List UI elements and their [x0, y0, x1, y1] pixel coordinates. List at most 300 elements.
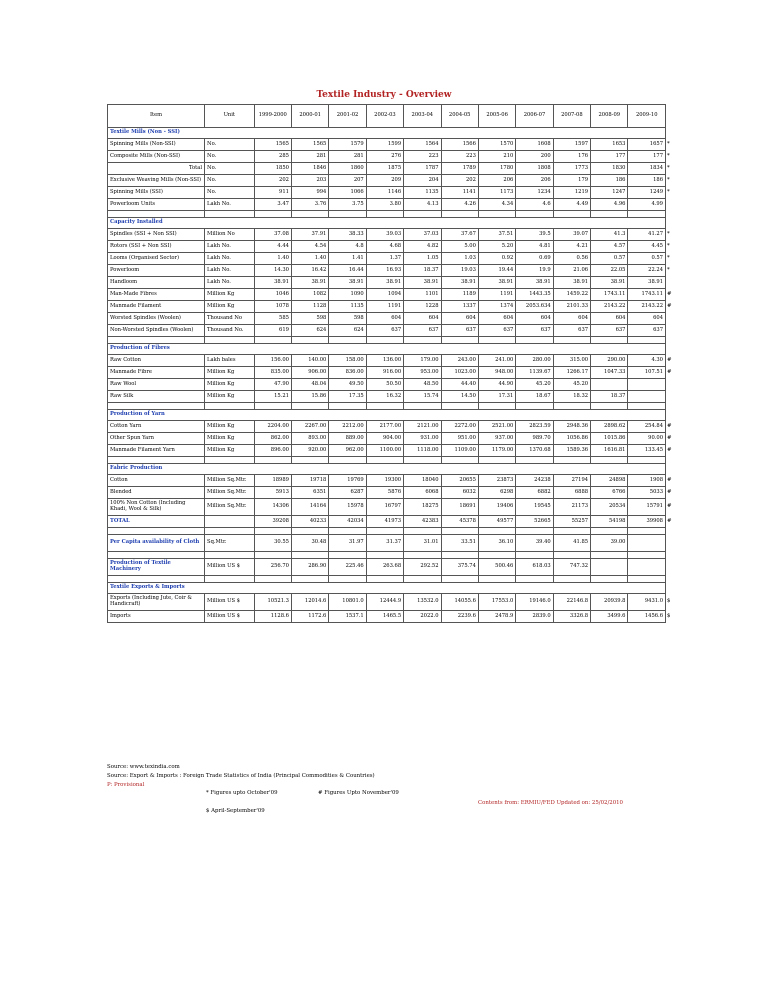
value-cell: 1090 [329, 289, 366, 301]
value-cell: 10521.3 [254, 594, 291, 611]
value-cell: 37.51 [478, 229, 515, 241]
value-cell: 598 [291, 313, 328, 325]
header-cell: 2006-07 [516, 105, 553, 128]
row-item: Spinning Mills (Non-SSI) [108, 139, 205, 151]
section-header-row [108, 464, 666, 475]
value-cell: 4.68 [366, 241, 403, 253]
value-cell: 38.91 [291, 277, 328, 289]
value-cell: 6888 [553, 487, 590, 499]
footnote-april-september: $ April-September'09 [206, 808, 265, 814]
value-cell: 140.00 [291, 355, 328, 367]
contents-updated-note: Contents from: ERMIU/FED Updated on: 25/02/2010 [478, 800, 623, 806]
row-item: Composite Mills (Non-SSI) [108, 151, 205, 163]
section-header-row [108, 583, 666, 594]
table-row [108, 301, 666, 313]
row-item: Exclusive Weaving Mills (Non-SSI) [108, 175, 205, 187]
table-row [108, 139, 666, 151]
value-cell: 1191 [366, 301, 403, 313]
value-cell: 931.00 [404, 433, 441, 445]
table-row [108, 391, 666, 403]
value-cell: 15.74 [404, 391, 441, 403]
value-cell: 14.50 [441, 391, 478, 403]
footnote-mark: # [667, 446, 672, 453]
value-cell: 1570 [478, 139, 515, 151]
value-cell: 19406 [478, 499, 515, 516]
value-cell: 1191 [478, 289, 515, 301]
table-row [108, 289, 666, 301]
value-cell: 1589.36 [553, 445, 590, 457]
value-cell: 1743.11 [628, 289, 666, 301]
spacer-row [108, 576, 666, 583]
value-cell: 4.99 [628, 199, 666, 211]
row-item: Other Spun Yarn [108, 433, 205, 445]
value-cell: 19.03 [441, 265, 478, 277]
value-cell: 55257 [553, 516, 590, 528]
value-cell: 2022.0 [404, 611, 441, 623]
value-cell: 37.08 [254, 229, 291, 241]
row-unit: Million Kg [205, 445, 255, 457]
value-cell: 19.44 [478, 265, 515, 277]
value-cell: 1846 [291, 163, 328, 175]
value-cell: 1219 [553, 187, 590, 199]
value-cell: 12444.9 [366, 594, 403, 611]
row-unit: Million Kg [205, 301, 255, 313]
value-cell: 42383 [404, 516, 441, 528]
value-cell [591, 559, 628, 576]
value-cell: 19718 [291, 475, 328, 487]
value-cell: 989.70 [516, 433, 553, 445]
value-cell: 1566 [441, 139, 478, 151]
row-item: Raw Silk [108, 391, 205, 403]
value-cell: 19146.0 [516, 594, 553, 611]
row-unit: No. [205, 139, 255, 151]
value-cell: 14164 [291, 499, 328, 516]
value-cell: 41.3 [591, 229, 628, 241]
value-cell: 16.42 [291, 265, 328, 277]
row-item: Manmade Filament Yarn [108, 445, 205, 457]
section-label: Production of Fibres [108, 344, 666, 355]
value-cell: 9431.0 [628, 594, 666, 611]
value-cell: 19545 [516, 499, 553, 516]
table-row [108, 313, 666, 325]
value-cell: 3.80 [366, 199, 403, 211]
row-unit: Million Sq.Mtr. [205, 487, 255, 499]
row-unit: Million Kg [205, 289, 255, 301]
value-cell: 133.45 [628, 445, 666, 457]
value-cell: 1773 [553, 163, 590, 175]
value-cell: 39208 [254, 516, 291, 528]
value-cell: 1459.22 [553, 289, 590, 301]
row-item: Spinning Mills (SSI) [108, 187, 205, 199]
header-cell: 2001-02 [329, 105, 366, 128]
value-cell: 1047.33 [591, 367, 628, 379]
value-cell: 37.91 [291, 229, 328, 241]
value-cell: 618.03 [516, 559, 553, 576]
value-cell: 12014.6 [291, 594, 328, 611]
value-cell: 889.00 [329, 433, 366, 445]
value-cell: 1599 [366, 139, 403, 151]
value-cell: 1374 [478, 301, 515, 313]
value-cell: 48.50 [404, 379, 441, 391]
value-cell: 1118.00 [404, 445, 441, 457]
value-cell: 39.03 [366, 229, 403, 241]
value-cell: 1657 [628, 139, 666, 151]
section-header-row [108, 344, 666, 355]
value-cell: 17.31 [478, 391, 515, 403]
value-cell: 1787 [404, 163, 441, 175]
value-cell: 186 [591, 175, 628, 187]
value-cell: 6287 [329, 487, 366, 499]
row-unit: No. [205, 175, 255, 187]
value-cell: 3.76 [291, 199, 328, 211]
row-unit: Thousand No [205, 313, 255, 325]
row-unit: Million Sq.Mtr. [205, 499, 255, 516]
row-item: 100% Non Cotton (Including Khadi, Wool & Silk) [108, 499, 205, 516]
value-cell: 1135 [404, 187, 441, 199]
row-item: Imports [108, 611, 205, 623]
table-row [108, 355, 666, 367]
row-item: Manmade Fibre [108, 367, 205, 379]
value-cell: 2121.00 [404, 421, 441, 433]
value-cell: 38.91 [628, 277, 666, 289]
value-cell: 1564 [404, 139, 441, 151]
footnote-mark: # [667, 517, 672, 524]
table-row [108, 379, 666, 391]
value-cell: 1249 [628, 187, 666, 199]
header-cell: 2002-03 [366, 105, 403, 128]
value-cell: 14055.6 [441, 594, 478, 611]
table-row [108, 433, 666, 445]
value-cell: 21.06 [553, 265, 590, 277]
value-cell: 2898.62 [591, 421, 628, 433]
source-note-trade: Source: Export & Imports : Foreign Trade Statistics of India (Principal Commodities & Countries) [107, 773, 375, 779]
value-cell: 5.20 [478, 241, 515, 253]
value-cell: 39908 [628, 516, 666, 528]
value-cell: 1.41 [329, 253, 366, 265]
value-cell: 22146.8 [553, 594, 590, 611]
value-cell: 19.9 [516, 265, 553, 277]
header-cell: 2004-05 [441, 105, 478, 128]
footnote-mark: # [667, 368, 672, 375]
row-item: Man-Made Fibres [108, 289, 205, 301]
value-cell: 23873 [478, 475, 515, 487]
value-cell: 18989 [254, 475, 291, 487]
row-item: Per Capita availability of Cloth [108, 535, 205, 552]
value-cell: 948.00 [478, 367, 515, 379]
value-cell: 41.85 [553, 535, 590, 552]
source-note: Source: www.texindia.com [107, 764, 180, 770]
value-cell: 207 [329, 175, 366, 187]
value-cell: 50.50 [366, 379, 403, 391]
row-unit: Thousand No. [205, 325, 255, 337]
header-cell: 2009-10 [628, 105, 666, 128]
row-unit: Million No [205, 229, 255, 241]
value-cell: 637 [591, 325, 628, 337]
value-cell: 45378 [441, 516, 478, 528]
value-cell: 637 [553, 325, 590, 337]
value-cell: 1173 [478, 187, 515, 199]
value-cell: 4.81 [516, 241, 553, 253]
value-cell: 52665 [516, 516, 553, 528]
table-row [108, 516, 666, 528]
value-cell: 45.20 [553, 379, 590, 391]
table-row [108, 421, 666, 433]
value-cell: 4.30 [628, 355, 666, 367]
value-cell: 2272.00 [441, 421, 478, 433]
value-cell: 18.32 [553, 391, 590, 403]
value-cell: 179 [553, 175, 590, 187]
value-cell: 17553.0 [478, 594, 515, 611]
value-cell: 4.6 [516, 199, 553, 211]
value-cell: 2521.00 [478, 421, 515, 433]
value-cell: 604 [366, 313, 403, 325]
value-cell: 4.49 [553, 199, 590, 211]
value-cell: 38.91 [553, 277, 590, 289]
footnote-mark: # [667, 290, 672, 297]
value-cell: 20534 [591, 499, 628, 516]
value-cell [628, 379, 666, 391]
table-row [108, 445, 666, 457]
row-item: Powerloom Units [108, 199, 205, 211]
value-cell: 243.00 [441, 355, 478, 367]
value-cell: 1370.68 [516, 445, 553, 457]
header-cell: 2008-09 [591, 105, 628, 128]
value-cell: 1056.86 [553, 433, 590, 445]
value-cell: 1247 [591, 187, 628, 199]
value-cell: 604 [553, 313, 590, 325]
value-cell: 18.67 [516, 391, 553, 403]
spacer-row [108, 337, 666, 344]
row-unit: Lakh No. [205, 277, 255, 289]
value-cell: 6298 [478, 487, 515, 499]
value-cell: 2143.22 [591, 301, 628, 313]
value-cell: 281 [329, 151, 366, 163]
value-cell: 6766 [591, 487, 628, 499]
value-cell: 3.47 [254, 199, 291, 211]
value-cell: 1078 [254, 301, 291, 313]
row-item: Handloom [108, 277, 205, 289]
value-cell: 41973 [366, 516, 403, 528]
footnote-october: * Figures upto October'09 [206, 790, 278, 796]
value-cell: 39.07 [553, 229, 590, 241]
value-cell [628, 391, 666, 403]
value-cell: 4.26 [441, 199, 478, 211]
value-cell: 1128.6 [254, 611, 291, 623]
value-cell: 36.10 [478, 535, 515, 552]
value-cell: 1653 [591, 139, 628, 151]
row-item: Worsted Spindles (Woolen) [108, 313, 205, 325]
value-cell: 4.13 [404, 199, 441, 211]
row-item: Exports (Including Jute, Coir & Handicraft) [108, 594, 205, 611]
value-cell: 1743.11 [591, 289, 628, 301]
row-unit: Million US $ [205, 611, 255, 623]
row-unit: Million Kg [205, 421, 255, 433]
table-row [108, 265, 666, 277]
value-cell: 3499.6 [591, 611, 628, 623]
value-cell: 585 [254, 313, 291, 325]
value-cell: 1616.81 [591, 445, 628, 457]
value-cell: 4.82 [404, 241, 441, 253]
value-cell: 44.40 [441, 379, 478, 391]
value-cell: 263.68 [366, 559, 403, 576]
value-cell: 637 [516, 325, 553, 337]
value-cell: 39.40 [516, 535, 553, 552]
value-cell: 962.00 [329, 445, 366, 457]
value-cell: 280.00 [516, 355, 553, 367]
table-row [108, 325, 666, 337]
value-cell: 292.52 [404, 559, 441, 576]
value-cell: 16.44 [329, 265, 366, 277]
value-cell: 33.51 [441, 535, 478, 552]
value-cell [628, 535, 666, 552]
value-cell: 39.00 [591, 535, 628, 552]
table-row [108, 277, 666, 289]
value-cell: 2239.6 [441, 611, 478, 623]
value-cell: 1135 [329, 301, 366, 313]
value-cell: 1046 [254, 289, 291, 301]
footnote-mark: * [667, 176, 670, 183]
value-cell: 637 [366, 325, 403, 337]
value-cell: 27194 [553, 475, 590, 487]
value-cell: 937.00 [478, 433, 515, 445]
value-cell: 1066 [329, 187, 366, 199]
value-cell: 206 [478, 175, 515, 187]
value-cell: 223 [404, 151, 441, 163]
value-cell: 1.37 [366, 253, 403, 265]
value-cell: 1128 [291, 301, 328, 313]
value-cell: 911 [254, 187, 291, 199]
overview-table [107, 104, 666, 623]
value-cell: 1808 [516, 163, 553, 175]
value-cell: 906.00 [291, 367, 328, 379]
value-cell: 1565 [291, 139, 328, 151]
value-cell: 951.00 [441, 433, 478, 445]
value-cell: 1.03 [441, 253, 478, 265]
table-row [108, 175, 666, 187]
table-row [108, 367, 666, 379]
table-row [108, 163, 666, 175]
footnotes [107, 763, 375, 790]
value-cell: 19769 [329, 475, 366, 487]
value-cell: 2143.22 [628, 301, 666, 313]
value-cell: 38.91 [591, 277, 628, 289]
footnote-mark: # [667, 503, 672, 509]
value-cell: 1908 [628, 475, 666, 487]
footnote-mark: # [667, 422, 672, 429]
value-cell: 44.90 [478, 379, 515, 391]
value-cell: 39.5 [516, 229, 553, 241]
spacer-row [108, 552, 666, 559]
value-cell: 41.27 [628, 229, 666, 241]
footnote-mark: # [667, 356, 672, 363]
value-cell: 1.40 [291, 253, 328, 265]
value-cell: 256.70 [254, 559, 291, 576]
row-unit: Lakh No. [205, 265, 255, 277]
value-cell: 18040 [404, 475, 441, 487]
value-cell: 1109.00 [441, 445, 478, 457]
header-cell: Item [108, 105, 205, 128]
value-cell: 241.00 [478, 355, 515, 367]
spacer-row [108, 211, 666, 218]
value-cell: 38.91 [366, 277, 403, 289]
value-cell: 604 [628, 313, 666, 325]
value-cell: 3326.8 [553, 611, 590, 623]
value-cell: 30.55 [254, 535, 291, 552]
value-cell: 14.30 [254, 265, 291, 277]
spacer-row [108, 403, 666, 410]
value-cell [628, 559, 666, 576]
footnote-mark: * [667, 266, 670, 273]
header-row [108, 105, 666, 128]
value-cell: 2478.9 [478, 611, 515, 623]
value-cell: 1179.00 [478, 445, 515, 457]
value-cell: 624 [329, 325, 366, 337]
row-unit: No. [205, 187, 255, 199]
row-item: Blended [108, 487, 205, 499]
row-unit: Million Sq.Mtr. [205, 475, 255, 487]
value-cell: 31.37 [366, 535, 403, 552]
row-unit: Million Kg [205, 379, 255, 391]
footnote-mark: # [667, 302, 672, 309]
value-cell: 18691 [441, 499, 478, 516]
row-item: Manmade Filament [108, 301, 205, 313]
value-cell: 4.96 [591, 199, 628, 211]
value-cell: 47.90 [254, 379, 291, 391]
value-cell: 16.32 [366, 391, 403, 403]
value-cell: 286.90 [291, 559, 328, 576]
value-cell: 18275 [404, 499, 441, 516]
value-cell: 156.00 [254, 355, 291, 367]
value-cell: 30.48 [291, 535, 328, 552]
value-cell: 1789 [441, 163, 478, 175]
value-cell: 1860 [329, 163, 366, 175]
value-cell: 604 [591, 313, 628, 325]
value-cell: 1100.00 [366, 445, 403, 457]
value-cell: 1023.00 [441, 367, 478, 379]
value-cell: 920.00 [291, 445, 328, 457]
value-cell: 1608 [516, 139, 553, 151]
value-cell: 31.97 [329, 535, 366, 552]
row-unit: Lakh No. [205, 199, 255, 211]
value-cell: 1.05 [404, 253, 441, 265]
value-cell: 210 [478, 151, 515, 163]
value-cell: 4.54 [291, 241, 328, 253]
value-cell: 1228 [404, 301, 441, 313]
value-cell: 38.91 [516, 277, 553, 289]
value-cell: 136.00 [366, 355, 403, 367]
value-cell: 206 [516, 175, 553, 187]
value-cell: 1234 [516, 187, 553, 199]
value-cell: 598 [329, 313, 366, 325]
row-item: Rotors (SSI + Non SSI) [108, 241, 205, 253]
value-cell: 1537.1 [329, 611, 366, 623]
footnote-mark: * [667, 230, 670, 237]
value-cell: 604 [404, 313, 441, 325]
value-cell: 1094 [366, 289, 403, 301]
value-cell: 1101 [404, 289, 441, 301]
value-cell: 896.00 [254, 445, 291, 457]
value-cell: 5033 [628, 487, 666, 499]
value-cell: 107.51 [628, 367, 666, 379]
value-cell: 637 [404, 325, 441, 337]
row-unit: No. [205, 163, 255, 175]
value-cell: 893.00 [291, 433, 328, 445]
row-item: Production of Textile Machinery [108, 559, 205, 576]
value-cell: 637 [628, 325, 666, 337]
value-cell: 835.00 [254, 367, 291, 379]
value-cell: 1830 [591, 163, 628, 175]
value-cell: 315.00 [553, 355, 590, 367]
